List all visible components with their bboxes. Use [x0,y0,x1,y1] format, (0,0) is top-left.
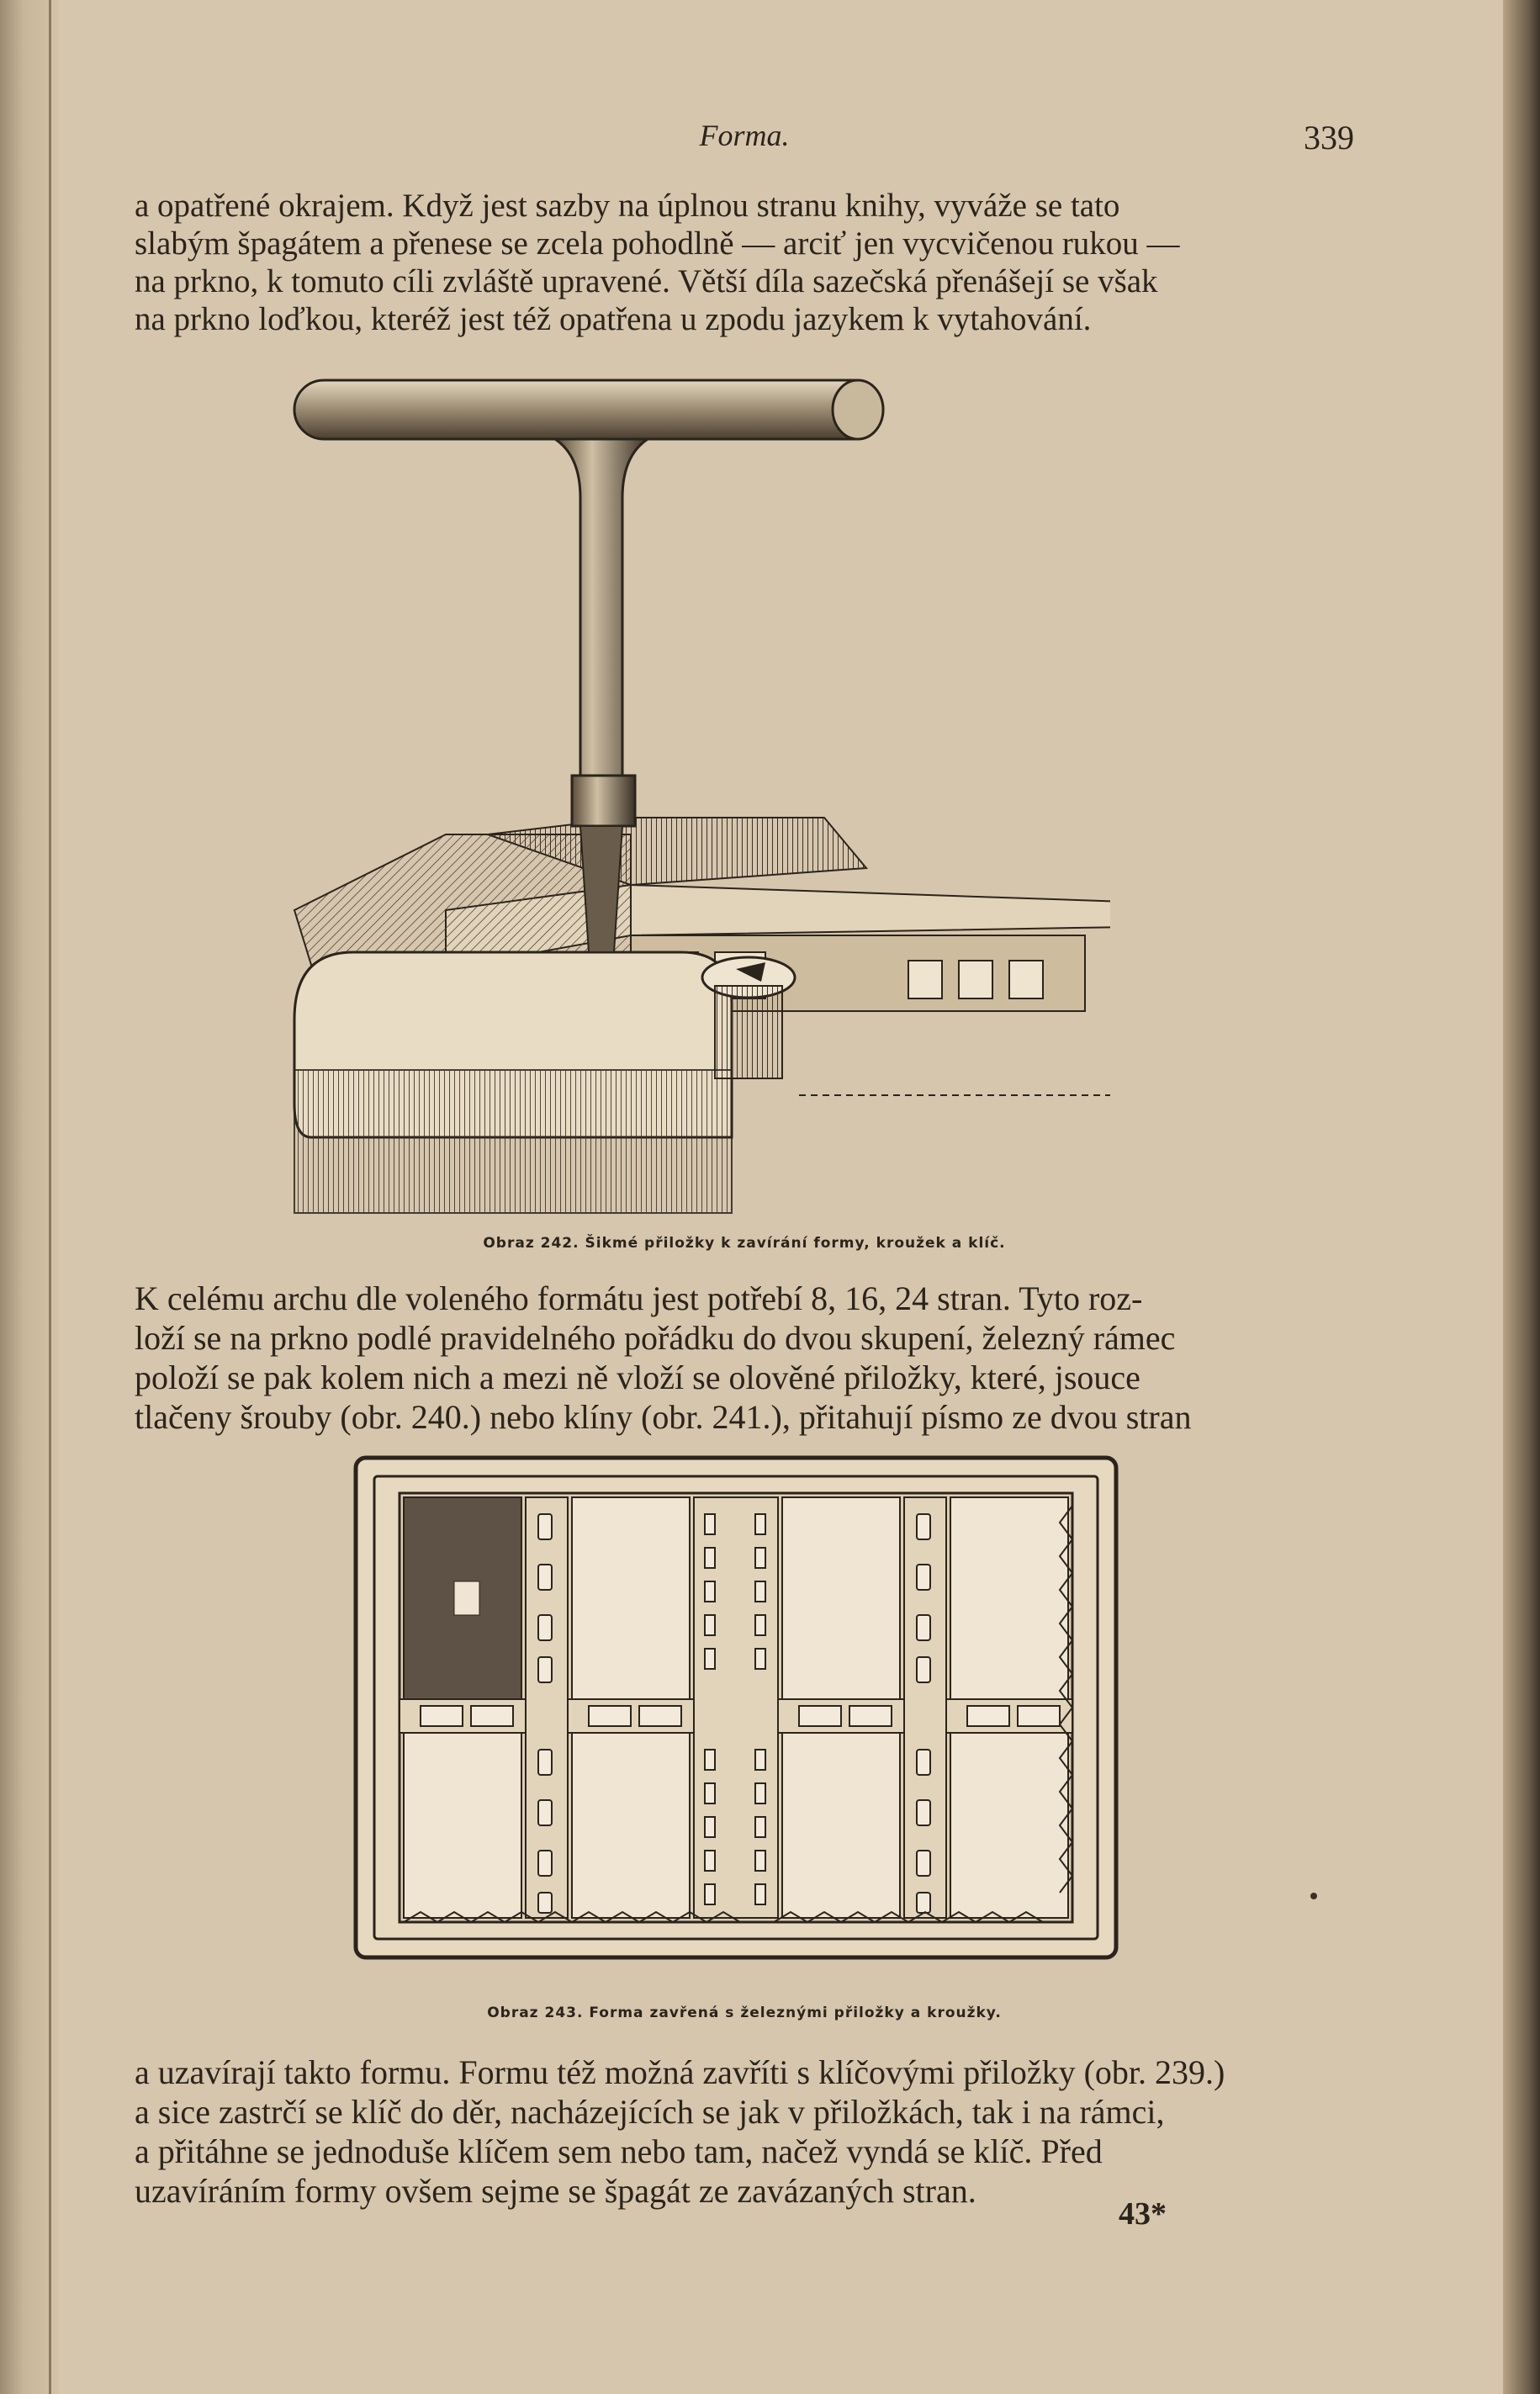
figure-242-caption: Obraz 242. Šikmé přiložky k zavírání formy, kroužek a klíč. [483,1235,1006,1252]
text-line: tlačeny šrouby (obr. 240.) nebo klíny (obr. 241.), přitahují písmo ze dvou stran [135,1398,1192,1436]
paragraph-1 [135,187,1354,338]
page-number: 339 [1304,119,1354,156]
text-line: a přitáhne se jednoduše klíčem sem nebo tam, načež vyndá se klíč. Před [135,2132,1103,2170]
page-header [135,118,1354,168]
text-line: položí se pak kolem nich a mezi ně vloží se olověné přiložky, které, jsouce [135,1359,1140,1396]
text-line: K celému archu dle voleného formátu jest potřebí 8, 16, 24 stran. Tyto roz- [135,1279,1143,1317]
paragraph-2 [135,1279,1354,1437]
text-line: a sice zastrčí se klíč do děr, nacházejících se jak v přiložkách, tak i na rámci, [135,2093,1165,2131]
text-line: na prkno loďkou, kteréž jest též opatřena u zpodu jazykem k vytahování. [135,301,1092,337]
text-line: uzavíráním formy ovšem sejme se špagát ze zavázaných stran. [135,2172,976,2210]
text-line: slabým špagátem a přenese se zcela pohodlně — arciť jen vycvičenou rukou — [135,225,1180,262]
figure-243-closed-forme [353,1455,1119,1960]
text-line: a opatřené okrajem. Když jest sazby na úplnou stranu knihy, vyváže se tato [135,188,1120,224]
signature-mark: 43* [1119,2196,1167,2232]
figure-242-key-and-quoins [278,363,1110,1238]
paragraph-3 [135,2052,1354,2211]
text-line: loží se na prkno podlé pravidelného pořádku do dvou skupení, železný rámec [135,1319,1176,1357]
figure-243-caption: Obraz 243. Forma zavřená s železnými přiložky a kroužky. [487,2005,1002,2021]
running-title: Forma. [699,119,790,152]
text-line: na prkno, k tomuto cíli zvláště upravené. Větší díla sazečská přenášejí se však [135,263,1158,299]
ink-speck [1310,1893,1317,1899]
text-line: a uzavírají takto formu. Formu též možná zavříti s klíčovými přiložky (obr. 239.) [135,2053,1225,2091]
page-edge [1503,0,1540,2394]
gutter-line [49,0,51,2394]
